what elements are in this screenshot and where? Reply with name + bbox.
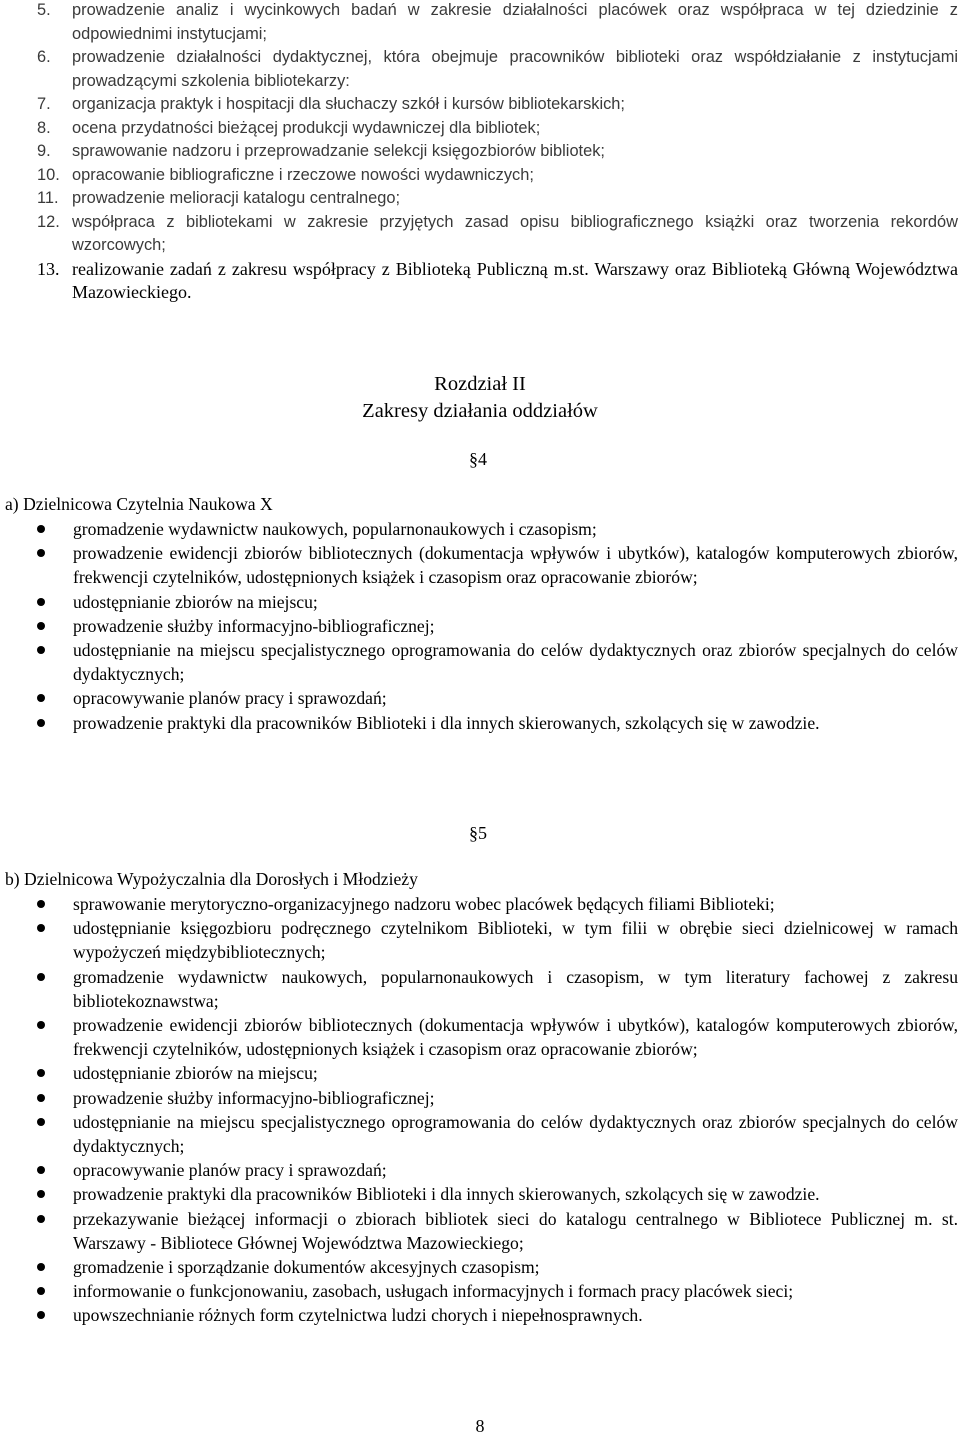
- list-item: [0, 46, 960, 93]
- list-item: [0, 686, 960, 710]
- bullet-icon: [37, 1287, 45, 1295]
- section-heading: b) Dzielnicowa Wypożyczalnia dla Dorosłych i Młodzieży: [5, 869, 418, 889]
- list-item-text: prowadzenie służby informacyjno-bibliograficznej;: [73, 615, 435, 636]
- bullet-icon: [37, 598, 45, 606]
- list-item-text: upowszechnianie różnych form czytelnictwa ludzi chorych i niepełnosprawnych.: [73, 1305, 643, 1326]
- list-item-text: organizacja praktyk i hospitacji dla słuchaczy szkół i kursów bibliotekarskich;: [72, 95, 625, 113]
- list-item: [0, 187, 960, 211]
- bullet-icon: [37, 973, 45, 981]
- list-item-text: sprawowanie nadzoru i przeprowadzanie selekcji księgozbiorów bibliotek;: [72, 142, 605, 160]
- bullet-icon: [37, 719, 45, 727]
- list-item-text: gromadzenie i sporządzanie dokumentów akcesyjnych czasopism;: [73, 1257, 540, 1278]
- list-item: [0, 1279, 960, 1303]
- list-item-text: prowadzenie melioracji katalogu centralnego;: [72, 189, 401, 207]
- list-item-text: informowanie o funkcjonowaniu, zasobach, usługach informacyjnych i formach pracy placówek sieci;: [73, 1281, 794, 1302]
- list-item-text: udostępnianie na miejscu specjalistycznego oprogramowania do celów dydaktycznych oraz zbiorów specjalnych do celów dydaktycznych;: [73, 1111, 958, 1157]
- list-item-number: 11.: [37, 189, 59, 207]
- list-item-number: 13.: [37, 258, 60, 279]
- list-item: [0, 1303, 960, 1327]
- list-item-text: prowadzenie służby informacyjno-bibliograficznej;: [73, 1087, 435, 1108]
- list-item-text: przekazywanie bieżącej informacji o zbiorach bibliotek sieci do katalogu centralnego w Bibliotece Publicznej m. st. Warszawy - Bibliotece Głównej Województwa Mazowieckiego;: [73, 1208, 958, 1253]
- section-heading: a) Dzielnicowa Czytelnia Naukowa X: [5, 494, 273, 514]
- list-item: [0, 140, 960, 164]
- bullet-icon: [37, 1190, 45, 1198]
- list-item: [0, 1110, 960, 1158]
- bullet-icon: [37, 622, 45, 630]
- list-item: [0, 1013, 960, 1061]
- list-item-text: prowadzenie praktyki dla pracowników Biblioteki i dla innych skierowanych, szkolących się w zawodzie.: [73, 712, 820, 733]
- list-item-text: prowadzenie analiz i wycinkowych badań w zakresie działalności placówek oraz współpraca w tej dziedzinie z odpowiednimi instytucjami;: [72, 1, 958, 43]
- list-item-text: opracowanie bibliograficzne i rzeczowe nowości wydawniczych;: [72, 165, 534, 184]
- list-item-text: udostępnianie zbiorów na miejscu;: [73, 591, 318, 612]
- bullet-icon: [37, 646, 45, 654]
- list-item: [0, 916, 960, 964]
- bullet-icon: [37, 1215, 45, 1223]
- bullet-icon: [37, 1311, 45, 1319]
- list-item: [0, 614, 960, 638]
- list-item: [0, 1255, 960, 1279]
- list-item: [0, 1158, 960, 1182]
- list-item-text: prowadzenie ewidencji zbiorów bibliotecznych (dokumentacja wpływów i ubytków), katalogów komputerowych zbiorów, frekwencji czytelników, udostępnionych książek i czasopism oraz opracowanie zbiorów;: [73, 1015, 958, 1060]
- list-item-number: 5.: [37, 1, 51, 19]
- bullet-icon: [37, 900, 45, 908]
- list-item-number: 6.: [37, 48, 51, 66]
- bullet-icon: [37, 694, 45, 702]
- list-item-text: opracowywanie planów pracy i sprawozdań;: [73, 1160, 387, 1181]
- list-item-text: współpraca z bibliotekami w zakresie przyjętych zasad opisu bibliograficznego książki oraz tworzenia rekordów wzorcowych;: [72, 212, 958, 254]
- list-item-text: prowadzenie praktyki dla pracowników Biblioteki i dla innych skierowanych, szkolących się w zawodzie.: [73, 1184, 820, 1205]
- list-item-text: sprawowanie merytoryczno-organizacyjnego nadzoru wobec placówek będących filiami Biblioteki;: [73, 894, 775, 914]
- list-item: [0, 892, 960, 916]
- list-item-number: 7.: [37, 95, 51, 113]
- list-item-text: opracowywanie planów pracy i sprawozdań;: [73, 688, 387, 709]
- bullet-list: [0, 892, 960, 1328]
- list-item: [0, 541, 960, 589]
- list-item-text: ocena przydatności bieżącej produkcji wydawniczej dla bibliotek;: [72, 118, 541, 137]
- list-item: [0, 258, 960, 305]
- list-item: [0, 965, 960, 1013]
- list-item: [0, 711, 960, 735]
- list-item-text: realizowanie zadań z zakresu współpracy z Biblioteką Publiczną m.st. Warszawy oraz Biblioteką Główną Województwa Mazowieckiego.: [72, 258, 958, 302]
- bullet-icon: [37, 549, 45, 557]
- numbered-task-list: [0, 0, 960, 305]
- section-mark: §5: [469, 823, 487, 843]
- bullet-list: [0, 517, 960, 735]
- list-item-text: prowadzenie działalności dydaktycznej, która obejmuje pracowników biblioteki oraz współdziałanie z instytucjami prowadzącymi szkolenia bibliotekarzy:: [72, 48, 958, 90]
- bullet-icon: [37, 924, 45, 932]
- bullet-icon: [37, 525, 45, 533]
- list-item-number: 8.: [37, 118, 51, 137]
- list-item-number: 12.: [37, 212, 60, 231]
- list-item-number: 9.: [37, 142, 51, 160]
- bullet-icon: [37, 1118, 45, 1126]
- list-item: [0, 590, 960, 614]
- section-mark: §4: [469, 449, 487, 469]
- list-item-text: udostępnianie na miejscu specjalistycznego oprogramowania do celów dydaktycznych oraz zbiorów specjalnych do celów dydaktycznych;: [73, 640, 958, 685]
- bullet-icon: [37, 1069, 45, 1077]
- list-item: [0, 93, 960, 117]
- list-item-text: udostępnianie zbiorów na miejscu;: [73, 1063, 318, 1084]
- list-item-text: prowadzenie ewidencji zbiorów bibliotecznych (dokumentacja wpływów i ubytków), katalogów komputerowych zbiorów, frekwencji czytelników, udostępnionych książek i czasopism oraz opracowanie zbiorów;: [73, 543, 958, 588]
- list-item: [0, 164, 960, 188]
- list-item: [0, 1061, 960, 1085]
- list-item: [0, 517, 960, 541]
- list-item: [0, 1182, 960, 1206]
- bullet-icon: [37, 1166, 45, 1174]
- list-item: [0, 117, 960, 141]
- list-item-text: gromadzenie wydawnictw naukowych, popularnonaukowych i czasopism;: [73, 519, 597, 539]
- chapter-subtitle: Zakresy działania oddziałów: [362, 400, 598, 422]
- list-item: [0, 211, 960, 258]
- list-item: [0, 0, 960, 46]
- page-number: 8: [475, 1416, 485, 1436]
- bullet-icon: [37, 1021, 45, 1029]
- bullet-icon: [37, 1263, 45, 1271]
- list-item-text: gromadzenie wydawnictw naukowych, popularnonaukowych i czasopism, w tym literatury fachowej z zakresu bibliotekoznawstwa;: [73, 966, 958, 1011]
- list-item: [0, 1086, 960, 1110]
- chapter-title: Rozdział II: [434, 373, 526, 395]
- list-item: [0, 638, 960, 686]
- list-item-number: 10.: [37, 165, 60, 184]
- bullet-icon: [37, 1094, 45, 1102]
- list-item-text: udostępnianie księgozbioru podręcznego czytelnikom Biblioteki, w tym filii w obrębie sieci dzielnicowej w ramach wypożyczeń międzybibliotecznych;: [73, 918, 958, 963]
- list-item: [0, 1207, 960, 1255]
